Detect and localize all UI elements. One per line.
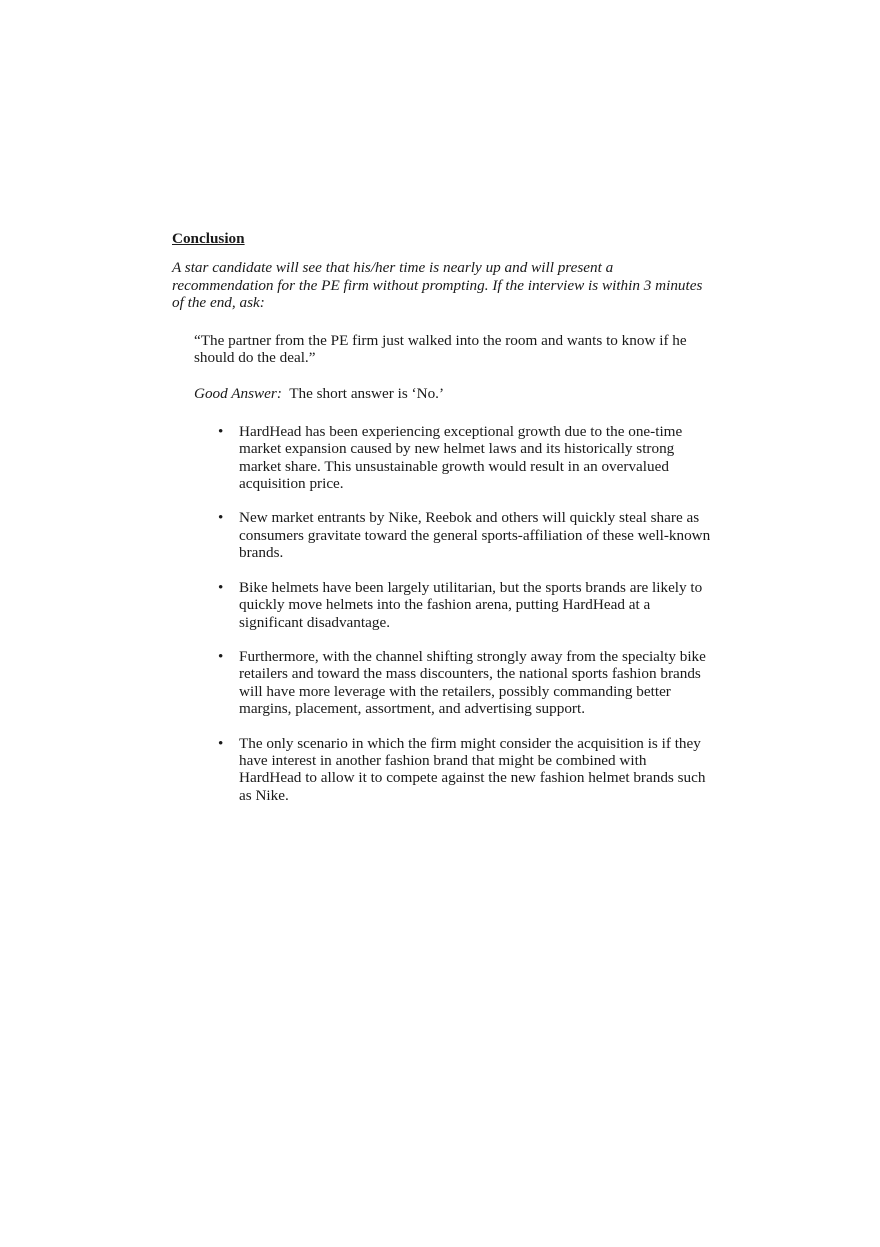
- list-item: [218, 422, 712, 493]
- good-answer-line: [194, 385, 712, 402]
- bullet-icon: •: [218, 734, 224, 752]
- bullet-icon: •: [218, 509, 224, 527]
- reason-text: Bike helmets have been largely utilitarian, but the sports brands are likely to quickly move helmets into the fashion arena, putting HardHead at a significant disadvantage.: [239, 578, 703, 631]
- list-item: [218, 578, 712, 631]
- conclusion-section: [172, 230, 712, 821]
- list-item: [218, 734, 712, 805]
- reasons-list: [172, 423, 712, 804]
- interviewer-instruction: A star candidate will see that his/her time is nearly up and will present a recommendation for the PE firm without prompting. If the interview is within 3 minutes of the end, ask:: [172, 259, 703, 312]
- bullet-icon: •: [218, 647, 224, 665]
- reason-text: Furthermore, with the channel shifting strongly away from the specialty bike retailers and toward the mass discounters, the national sports fashion brands will have more leverage with the retailers, possibly commanding better margins, placement, assortment, and advertising support.: [239, 647, 706, 718]
- reason-text: New market entrants by Nike, Reebok and others will quickly steal share as consumers gravitate toward the general sports-affiliation of these well-known brands.: [239, 509, 711, 562]
- list-item: [218, 509, 712, 562]
- list-item: [218, 647, 712, 718]
- interview-question: “The partner from the PE firm just walked into the room and wants to know if he should do the deal.”: [194, 331, 687, 367]
- bullet-icon: •: [218, 422, 224, 440]
- reason-text: HardHead has been experiencing exceptional growth due to the one-time market expansion caused by new helmet laws and its historically strong market share. This unsustainable growth would result in an overvalued acquisition price.: [239, 422, 683, 493]
- section-heading: Conclusion: [172, 230, 245, 247]
- reason-text: The only scenario in which the firm might consider the acquisition is if they have interest in another fashion brand that might be combined with HardHead to allow it to compete against the new fashion helmet brands such as Nike.: [239, 734, 706, 804]
- good-answer-text: The short answer is ‘No.’: [289, 385, 445, 403]
- good-answer-label: Good Answer:: [194, 385, 282, 403]
- bullet-icon: •: [218, 578, 224, 596]
